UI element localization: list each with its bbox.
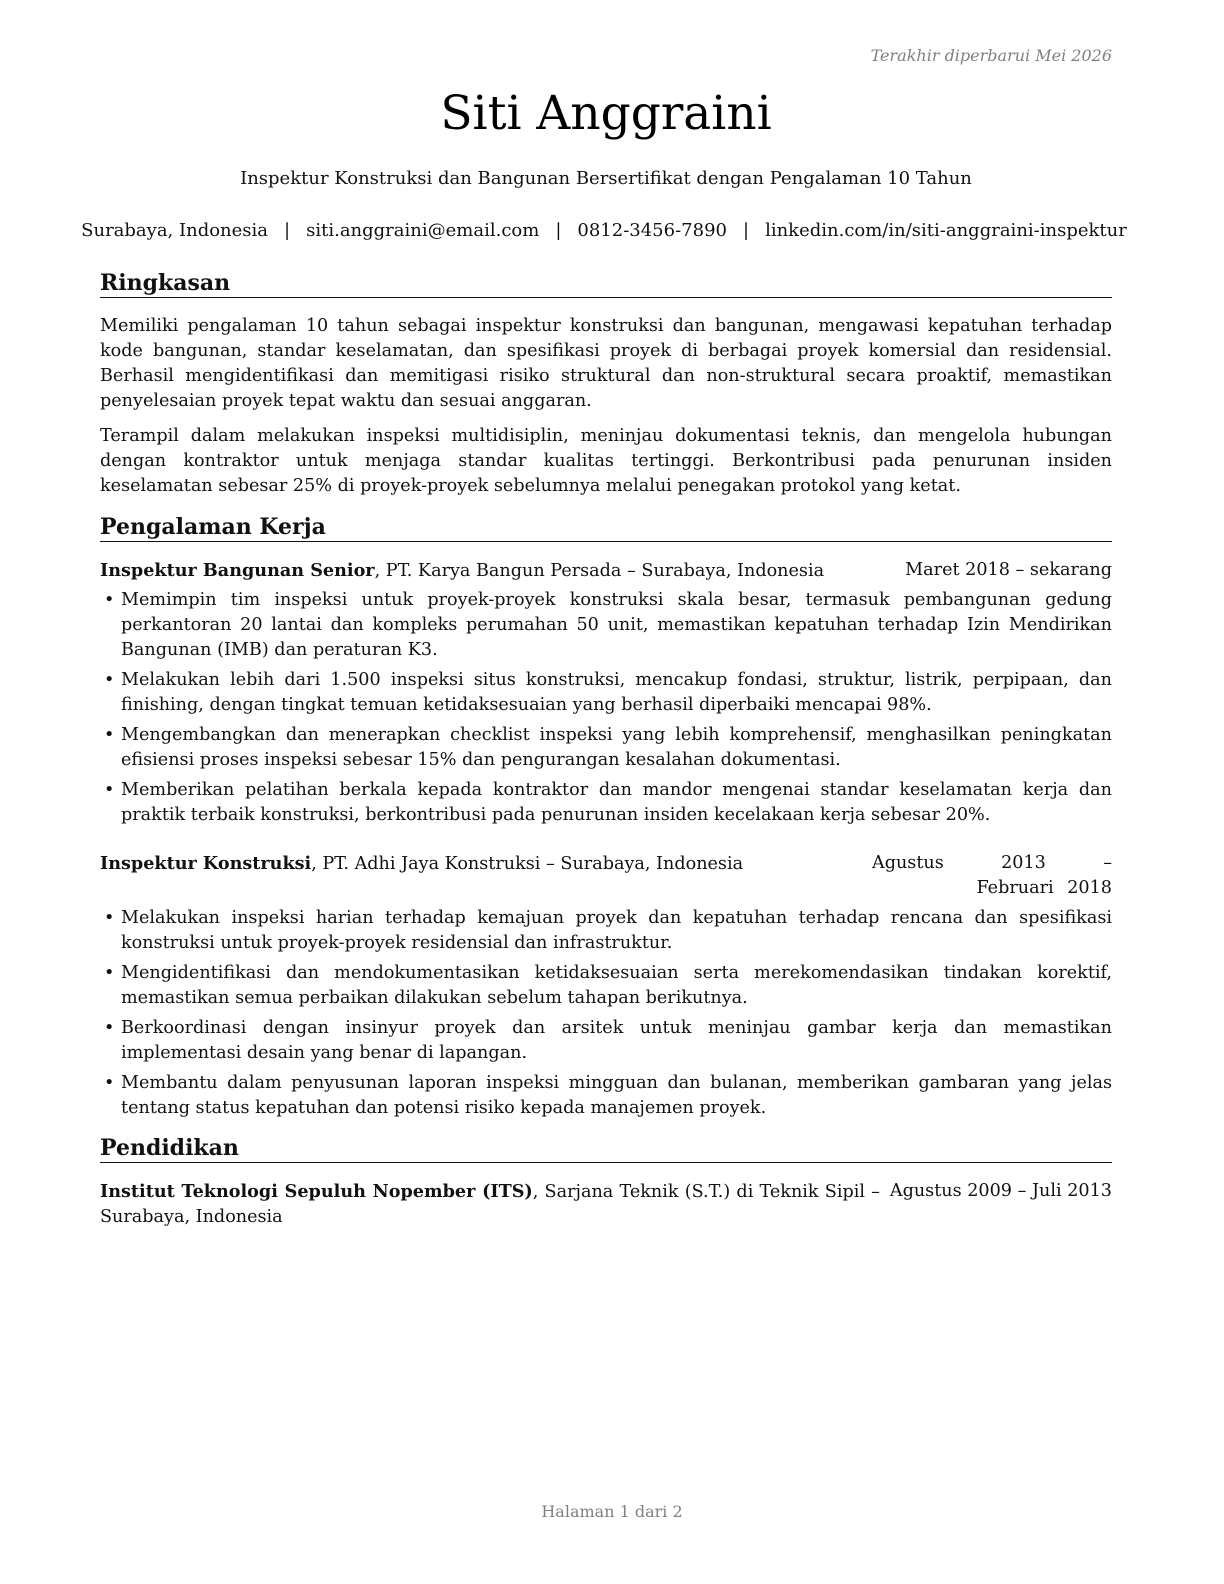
last-updated: Terakhir diperbarui Mei 2026 [870, 46, 1112, 65]
page-number: Halaman 1 dari 2 [541, 1502, 683, 1521]
section-title-summary: Ringkasan [100, 271, 1112, 298]
list-item: • Memberikan pelatihan berkala kepada kontraktor dan mandor mengenai standar keselamatan kerja dan praktik terbaik konstruksi, berkontribusi pada penurunan insiden kecelakaan kerja sebesar 20%. [100, 778, 1112, 828]
job-company: , PT. Adhi Jaya Konstruksi – Surabaya, Indonesia [311, 854, 744, 874]
contact-linkedin[interactable]: linkedin.com/in/siti-anggraini-inspektur [765, 220, 1127, 241]
contact-email[interactable]: siti.anggraini@email.com [306, 220, 540, 241]
list-item: • Melakukan inspeksi harian terhadap kemajuan proyek dan kepatuhan terhadap rencana dan spesifikasi konstruksi untuk proyek-proyek residensial dan infrastruktur. [100, 906, 1112, 956]
job-header [100, 851, 1112, 901]
candidate-name: Siti Anggraini [440, 86, 772, 141]
section-title-education: Pendidikan [100, 1136, 1112, 1163]
section-title-experience: Pengalaman Kerja [100, 515, 1112, 542]
contact-separator: | [555, 220, 562, 241]
contact-separator: | [742, 220, 750, 241]
job-title-company [100, 558, 824, 584]
summary-paragraph: Memiliki pengalaman 10 tahun sebagai inspektur konstruksi dan bangunan, mengawasi kepatuhan terhadap kode bangunan, standar keselamatan, dan spesifikasi proyek di berbagai proyek komersial dan residensial. Berhasil mengidentifikasi dan memitigasi risiko struktural dan non-struktural secara proaktif, memastikan penyelesaian proyek tepat waktu dan sesuai anggaran. [100, 316, 1112, 411]
list-item: • Memimpin tim inspeksi untuk proyek-proyek konstruksi skala besar, termasuk pembangunan gedung perkantoran 20 lantai dan kompleks perumahan 50 unit, memastikan kepatuhan terhadap Izin Mendirikan Bangunan (IMB) dan peraturan K3. [100, 588, 1112, 663]
job-role: Inspektur Bangunan Senior [100, 560, 375, 581]
list-item: • Mengidentifikasi dan mendokumentasikan ketidaksesuaian serta merekomendasikan tindakan korektif, memastikan semua perbaikan dilakukan sebelum tahapan berikutnya. [100, 961, 1112, 1011]
list-item: • Mengembangkan dan menerapkan checklist inspeksi yang lebih komprehensif, menghasilkan peningkatan efisiensi proses inspeksi sebesar 15% dan pengurangan kesalahan dokumentasi. [100, 723, 1112, 773]
job-dates: Agustus 2013 – Februari 2018 [872, 853, 1112, 898]
education-location: Surabaya, Indonesia [100, 1207, 283, 1227]
job-bullets [100, 906, 1112, 1126]
education-school: Institut Teknologi Sepuluh Nopember (ITS) [100, 1181, 533, 1202]
contact-line [81, 220, 1127, 242]
contact-phone[interactable]: 0812-3456-7890 [577, 220, 727, 241]
job-header [100, 558, 1112, 583]
list-item: • Melakukan lebih dari 1.500 inspeksi situs konstruksi, mencakup fondasi, struktur, listrik, perpipaan, dan finishing, dengan tingkat temuan ketidaksesuaian yang berhasil diperbaiki mencapai 98%. [100, 668, 1112, 718]
job-company: , PT. Karya Bangun Persada – Surabaya, Indonesia [374, 561, 825, 581]
headline: Inspektur Konstruksi dan Bangunan Bersertifikat dengan Pengalaman 10 Tahun [240, 168, 972, 189]
education-degree: , Sarjana Teknik (S.T.) di Teknik Sipil – [532, 1182, 880, 1202]
education-entry [100, 1179, 1112, 1229]
summary-paragraph: Terampil dalam melakukan inspeksi multidisiplin, meninjau dokumentasi teknis, dan mengelola hubungan dengan kontraktor untuk menjaga standar kualitas tertinggi. Berkontribusi pada penurunan insiden keselamatan sebesar 25% di proyek-proyek sebelumnya melalui penegakan protokol yang ketat. [100, 426, 1112, 496]
job-dates: Maret 2018 – sekarang [905, 560, 1112, 580]
list-item: • Berkoordinasi dengan insinyur proyek dan arsitek untuk meninjau gambar kerja dan memastikan implementasi desain yang benar di lapangan. [100, 1016, 1112, 1066]
contact-location: Surabaya, Indonesia [81, 220, 269, 241]
education-school-degree [100, 1179, 880, 1230]
contact-separator: | [284, 220, 291, 241]
job-role: Inspektur Konstruksi [100, 853, 312, 874]
job-title-company [100, 851, 743, 877]
list-item: • Membantu dalam penyusunan laporan inspeksi mingguan dan bulanan, memberikan gambaran yang jelas tentang status kepatuhan dan potensi risiko kepada manajemen proyek. [100, 1071, 1112, 1121]
education-dates: Agustus 2009 – Juli 2013 [889, 1181, 1112, 1201]
job-bullets [100, 588, 1112, 833]
